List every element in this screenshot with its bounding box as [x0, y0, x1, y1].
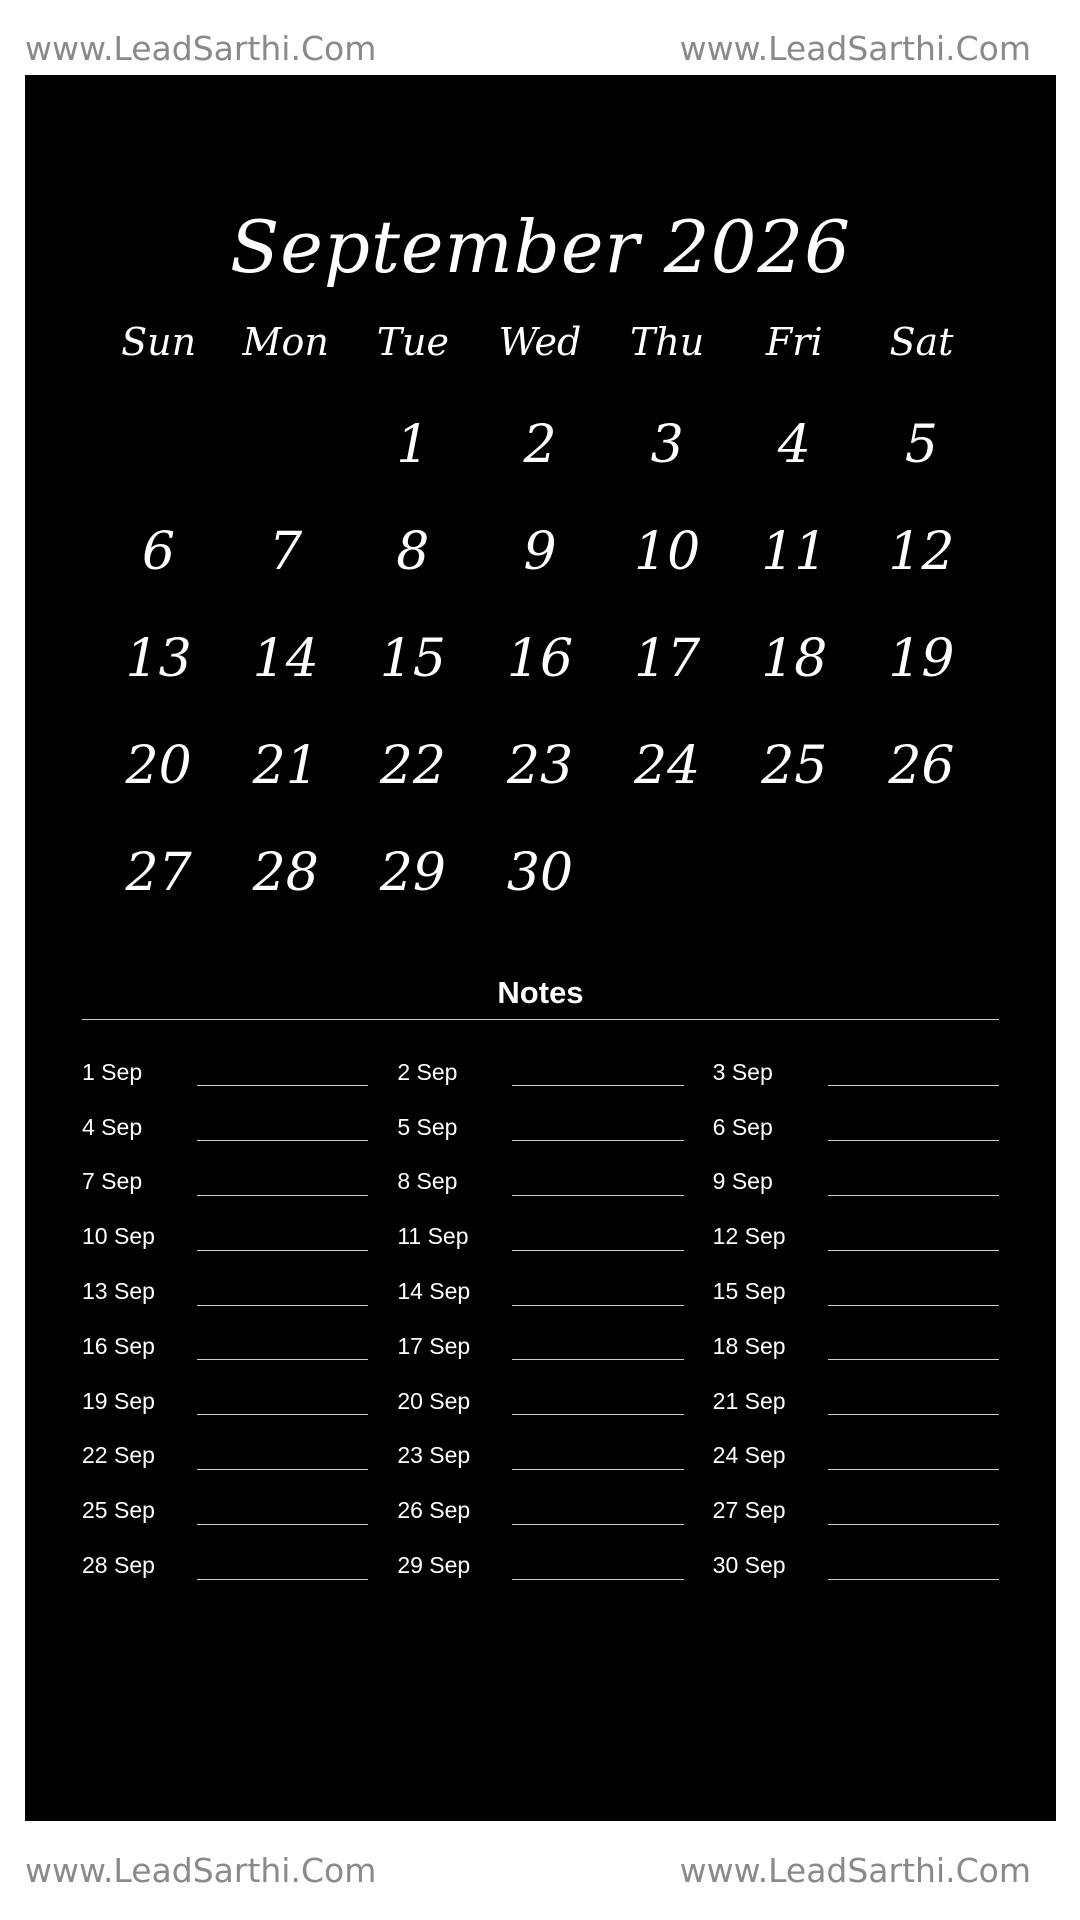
- note-date-label: 17 Sep: [397, 1332, 471, 1359]
- note-item: [82, 1100, 368, 1155]
- note-write-line: [512, 1552, 683, 1580]
- note-item: [713, 1319, 999, 1374]
- watermark-top-left: www.LeadSarthi.Com: [25, 28, 377, 68]
- note-write-line: [512, 1332, 683, 1360]
- note-date-label: 16 Sep: [82, 1332, 155, 1359]
- day-cell: 15: [379, 629, 446, 689]
- note-item: [82, 1319, 368, 1374]
- note-write-line: [828, 1497, 999, 1525]
- note-write-line: [512, 1223, 683, 1251]
- note-item: [397, 1483, 683, 1538]
- weekday-header-row: [95, 320, 985, 364]
- note-write-line: [512, 1168, 683, 1196]
- note-write-line: [197, 1168, 368, 1196]
- note-item: [713, 1209, 999, 1264]
- weekday-label: Tue: [376, 320, 449, 364]
- day-cell-empty: [95, 400, 222, 507]
- note-item: [82, 1045, 368, 1100]
- note-date-label: 2 Sep: [397, 1058, 458, 1085]
- note-write-line: [512, 1387, 683, 1415]
- day-cell: 21: [252, 736, 319, 796]
- note-item: [397, 1429, 683, 1484]
- note-write-line: [197, 1552, 368, 1580]
- note-date-label: 14 Sep: [397, 1278, 471, 1305]
- day-cell: 17: [634, 629, 701, 689]
- day-cell: 16: [506, 629, 574, 689]
- day-cell: 18: [761, 629, 828, 689]
- day-cell: 6: [142, 522, 176, 582]
- note-date-label: 21 Sep: [712, 1387, 786, 1414]
- note-date-label: 7 Sep: [82, 1168, 143, 1195]
- notes-divider: [82, 1019, 999, 1020]
- note-write-line: [197, 1113, 368, 1141]
- note-write-line: [828, 1387, 999, 1415]
- day-cell: 27: [125, 843, 192, 903]
- watermark-bottom-right: www.LeadSarthi.Com: [679, 1850, 1031, 1890]
- note-item: [397, 1155, 683, 1210]
- note-item: [713, 1538, 999, 1593]
- note-item: [82, 1374, 368, 1429]
- note-date-label: 5 Sep: [397, 1113, 458, 1140]
- note-item: [397, 1045, 683, 1100]
- note-date-label: 28 Sep: [82, 1552, 155, 1579]
- weekday-label: Sat: [889, 320, 954, 364]
- note-date-label: 27 Sep: [712, 1497, 786, 1524]
- day-cell: 14: [252, 629, 319, 689]
- note-write-line: [828, 1332, 999, 1360]
- note-item: [82, 1538, 368, 1593]
- notes-title: Notes: [497, 975, 584, 1010]
- note-item: [713, 1264, 999, 1319]
- note-date-label: 26 Sep: [397, 1497, 471, 1524]
- note-item: [713, 1045, 999, 1100]
- note-write-line: [828, 1113, 999, 1141]
- day-cell: 26: [888, 736, 955, 796]
- day-cell: 7: [269, 522, 303, 582]
- note-write-line: [828, 1168, 999, 1196]
- note-item: [82, 1209, 368, 1264]
- note-date-label: 22 Sep: [82, 1442, 155, 1469]
- note-date-label: 24 Sep: [712, 1442, 786, 1469]
- calendar-card: [25, 75, 1056, 1821]
- note-date-label: 30 Sep: [712, 1552, 786, 1579]
- note-date-label: 3 Sep: [712, 1058, 773, 1085]
- day-cell: 8: [396, 522, 430, 582]
- note-write-line: [197, 1278, 368, 1306]
- top-watermark-row: [0, 11, 1080, 85]
- day-cell: 22: [379, 736, 446, 796]
- weekday-label: Thu: [629, 320, 705, 364]
- note-item: [713, 1155, 999, 1210]
- note-date-label: 19 Sep: [82, 1387, 155, 1414]
- day-grid: [95, 400, 985, 935]
- note-write-line: [512, 1058, 683, 1086]
- notes-grid: [82, 1045, 999, 1593]
- note-date-label: 4 Sep: [82, 1113, 143, 1140]
- note-item: [82, 1155, 368, 1210]
- note-write-line: [828, 1552, 999, 1580]
- weekday-label: Fri: [765, 320, 823, 364]
- note-write-line: [512, 1278, 683, 1306]
- watermark-top-right: www.LeadSarthi.Com: [679, 28, 1031, 68]
- note-item: [82, 1264, 368, 1319]
- day-cell: 1: [396, 415, 430, 475]
- day-cell: 3: [650, 415, 684, 475]
- calendar-title: September 2026: [229, 205, 852, 289]
- note-write-line: [828, 1058, 999, 1086]
- note-write-line: [197, 1442, 368, 1470]
- note-date-label: 1 Sep: [82, 1058, 143, 1085]
- note-write-line: [828, 1278, 999, 1306]
- day-cell: 23: [506, 736, 574, 796]
- note-write-line: [197, 1332, 368, 1360]
- watermark-bottom-left: www.LeadSarthi.Com: [25, 1850, 377, 1890]
- note-date-label: 13 Sep: [82, 1278, 155, 1305]
- note-write-line: [512, 1442, 683, 1470]
- day-cell: 28: [252, 843, 319, 903]
- note-date-label: 18 Sep: [712, 1332, 786, 1359]
- day-cell: 11: [761, 522, 828, 582]
- note-write-line: [197, 1497, 368, 1525]
- note-item: [713, 1374, 999, 1429]
- note-date-label: 9 Sep: [712, 1168, 773, 1195]
- day-cell: 20: [125, 736, 192, 796]
- day-cell: 13: [125, 629, 192, 689]
- day-cell-empty: [222, 400, 349, 507]
- note-item: [82, 1429, 368, 1484]
- note-date-label: 6 Sep: [712, 1113, 773, 1140]
- note-item: [397, 1209, 683, 1264]
- note-item: [713, 1483, 999, 1538]
- note-write-line: [512, 1497, 683, 1525]
- note-date-label: 11 Sep: [397, 1223, 469, 1250]
- day-cell: 9: [523, 522, 557, 582]
- day-cell: 24: [634, 736, 701, 796]
- day-cell: 25: [761, 736, 828, 796]
- day-cell: 2: [523, 415, 557, 475]
- day-cell: 29: [379, 843, 446, 903]
- day-cell: 30: [506, 843, 574, 903]
- bottom-watermark-row: [0, 1833, 1080, 1907]
- note-date-label: 23 Sep: [397, 1442, 471, 1469]
- day-cell: 12: [888, 522, 955, 582]
- note-date-label: 15 Sep: [712, 1278, 786, 1305]
- note-write-line: [197, 1387, 368, 1415]
- note-item: [82, 1483, 368, 1538]
- note-item: [713, 1429, 999, 1484]
- note-date-label: 20 Sep: [397, 1387, 471, 1414]
- note-write-line: [197, 1223, 368, 1251]
- weekday-label: Sun: [121, 320, 197, 364]
- day-cell: 4: [777, 415, 811, 475]
- weekday-label: Wed: [498, 320, 582, 364]
- note-write-line: [828, 1223, 999, 1251]
- note-item: [397, 1100, 683, 1155]
- note-item: [397, 1374, 683, 1429]
- note-item: [713, 1100, 999, 1155]
- weekday-label: Mon: [242, 320, 329, 364]
- note-item: [397, 1319, 683, 1374]
- note-write-line: [828, 1442, 999, 1470]
- note-write-line: [197, 1058, 368, 1086]
- note-date-label: 29 Sep: [397, 1552, 471, 1579]
- note-write-line: [512, 1113, 683, 1141]
- note-date-label: 12 Sep: [712, 1223, 786, 1250]
- day-cell: 19: [888, 629, 955, 689]
- note-date-label: 25 Sep: [82, 1497, 155, 1524]
- note-date-label: 10 Sep: [82, 1223, 155, 1250]
- note-date-label: 8 Sep: [397, 1168, 458, 1195]
- day-cell: 10: [634, 522, 701, 582]
- note-item: [397, 1264, 683, 1319]
- note-item: [397, 1538, 683, 1593]
- day-cell: 5: [904, 415, 938, 475]
